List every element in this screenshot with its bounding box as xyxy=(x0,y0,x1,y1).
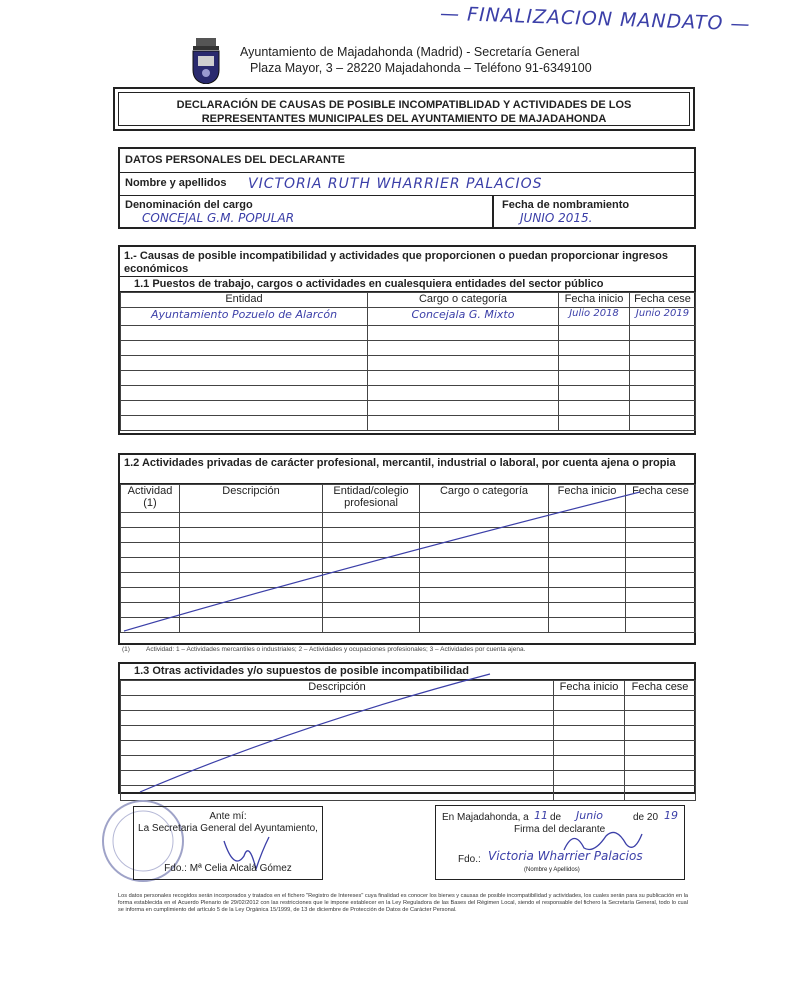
section-1-1 xyxy=(118,245,696,435)
col-cargo: Cargo o categoría xyxy=(368,293,559,308)
fecha-nombramiento-value[interactable]: JUNIO 2015. xyxy=(520,211,593,225)
table-header-row xyxy=(121,293,696,308)
col-cargo: Cargo o categoría xyxy=(420,485,549,513)
secretaria-signature-box xyxy=(133,806,323,880)
secretaria-label: La Secretaria General del Ayuntamiento, xyxy=(138,823,318,834)
dia-value[interactable]: 11 xyxy=(534,809,548,822)
table-row[interactable] xyxy=(121,416,696,431)
footnote-text: Actividad: 1 – Actividades mercantiles o industriales; 2 – Actividades y ocupaciones profesionales; 3 – Actividades por cuenta ajena. xyxy=(146,646,526,653)
footnote-mark: (1) xyxy=(122,646,130,653)
strike-line-1-2 xyxy=(120,455,698,647)
table-row[interactable] xyxy=(121,371,696,386)
table-row[interactable] xyxy=(121,386,696,401)
col-fecha-cese: Fecha cese xyxy=(625,681,696,696)
declarante-signature xyxy=(556,824,646,858)
declarante-name[interactable]: Victoria Wharrier Palacios xyxy=(488,849,643,863)
entry-entidad[interactable]: Ayuntamiento Pozuelo de Alarcón xyxy=(121,308,368,326)
firma-label: Firma del declarante xyxy=(514,824,606,835)
section-1-1-table xyxy=(120,292,696,431)
col-descripcion: Descripción xyxy=(180,485,323,513)
col-entidad: Entidad xyxy=(121,293,368,308)
header-line-1: Ayuntamiento de Majadahonda (Madrid) - Secretaría General xyxy=(240,45,580,59)
de-label-1: de xyxy=(550,812,562,823)
table-row[interactable] xyxy=(121,341,696,356)
header-line-2: Plaza Mayor, 3 – 28220 Majadahonda – Teléfono 91-6349100 xyxy=(250,61,592,75)
section-1-2 xyxy=(118,453,696,645)
lugar-label: En Majadahonda, a xyxy=(442,812,529,823)
section-1-3-heading: 1.3 Otras actividades y/o supuestos de posible incompatibilidad xyxy=(134,665,469,677)
de-label-2: de 20 xyxy=(633,812,659,823)
section-1-heading: 1.- Causas de posible incompatibilidad y actividades que proporcionen o puedan proporcionar ingresos económicos xyxy=(124,250,668,275)
section-1-2-heading: 1.2 Actividades privadas de carácter profesional, mercantil, industrial o laboral, por cuenta ajena o propia xyxy=(124,457,676,469)
col-fecha-inicio: Fecha inicio xyxy=(559,293,630,308)
anio-value[interactable]: 19 xyxy=(664,809,678,822)
mes-value[interactable]: Junio xyxy=(576,809,603,822)
col-fecha-inicio: Fecha inicio xyxy=(549,485,626,513)
strike-line-1-3 xyxy=(120,664,698,796)
col-fecha-cese: Fecha cese xyxy=(630,293,696,308)
col-fecha-inicio: Fecha inicio xyxy=(554,681,625,696)
title-line-2: REPRESENTANTES MUNICIPALES DEL AYUNTAMIENTO DE MAJADAHONDA xyxy=(201,113,607,125)
fdo-label: Fdo.: xyxy=(458,854,481,865)
cargo-value[interactable]: CONCEJAL G.M. POPULAR xyxy=(142,211,295,225)
entry-fecha-inicio[interactable]: Julio 2018 xyxy=(559,308,630,326)
col-entidad-colegio: Entidad/colegio profesional xyxy=(323,485,420,513)
secretaria-name: Fdo.: Mª Celia Alcalá Gómez xyxy=(164,863,292,874)
nombre-caption: (Nombre y Apellidos) xyxy=(524,867,580,873)
cargo-label: Denominación del cargo xyxy=(125,199,253,211)
personal-data-section xyxy=(118,147,696,229)
entry-fecha-cese[interactable]: Junio 2019 xyxy=(630,308,696,326)
section-1-1-heading: 1.1 Puestos de trabajo, cargos o actividades en cualesquiera entidades del sector público xyxy=(134,278,604,290)
col-descripcion: Descripción xyxy=(121,681,554,696)
col-fecha-cese: Fecha cese xyxy=(626,485,696,513)
table-row xyxy=(121,308,696,326)
personal-heading: DATOS PERSONALES DEL DECLARANTE xyxy=(125,154,346,166)
name-label: Nombre y apellidos xyxy=(125,177,227,189)
col-actividad: Actividad (1) xyxy=(121,485,180,513)
municipal-crest-icon xyxy=(190,38,222,84)
name-value[interactable]: VICTORIA RUTH WHARRIER PALACIOS xyxy=(248,176,543,192)
privacy-notice: Los datos personales recogidos serán incorporados y tratados en el fichero "Registro de Intereses" cuya finalidad es conocer los bienes y causas de posible incompatibilidad y actividades, los cuales serán para su publicación en la forma establecida en el Acuerdo Plenario de 29/02/2012 con las restricciones que le impone establecer en la Ley Reguladora de las Bases del Régimen Local, siendo el responsable del fichero la Secretaría General, todo lo cual se informa en cumplimiento del artículo 5 de la Ley Orgánica 15/1999, de 13 de diciembre de Protección de Datos de Carácter Personal. xyxy=(118,893,688,913)
handwritten-note: — FINALIZACION MANDATO — xyxy=(439,2,751,36)
ante-mi-label: Ante mí: xyxy=(209,811,247,822)
table-row[interactable] xyxy=(121,356,696,371)
declarante-signature-box xyxy=(435,805,685,880)
entry-cargo[interactable]: Concejala G. Mixto xyxy=(368,308,559,326)
section-1-3 xyxy=(118,662,696,794)
title-line-1: DECLARACIÓN DE CAUSAS DE POSIBLE INCOMPATIBLIDAD Y ACTIVIDADES DE LOS xyxy=(176,99,632,111)
title-box xyxy=(113,87,695,131)
table-row[interactable] xyxy=(121,326,696,341)
fecha-nombramiento-label: Fecha de nombramiento xyxy=(502,199,630,211)
table-row[interactable] xyxy=(121,401,696,416)
